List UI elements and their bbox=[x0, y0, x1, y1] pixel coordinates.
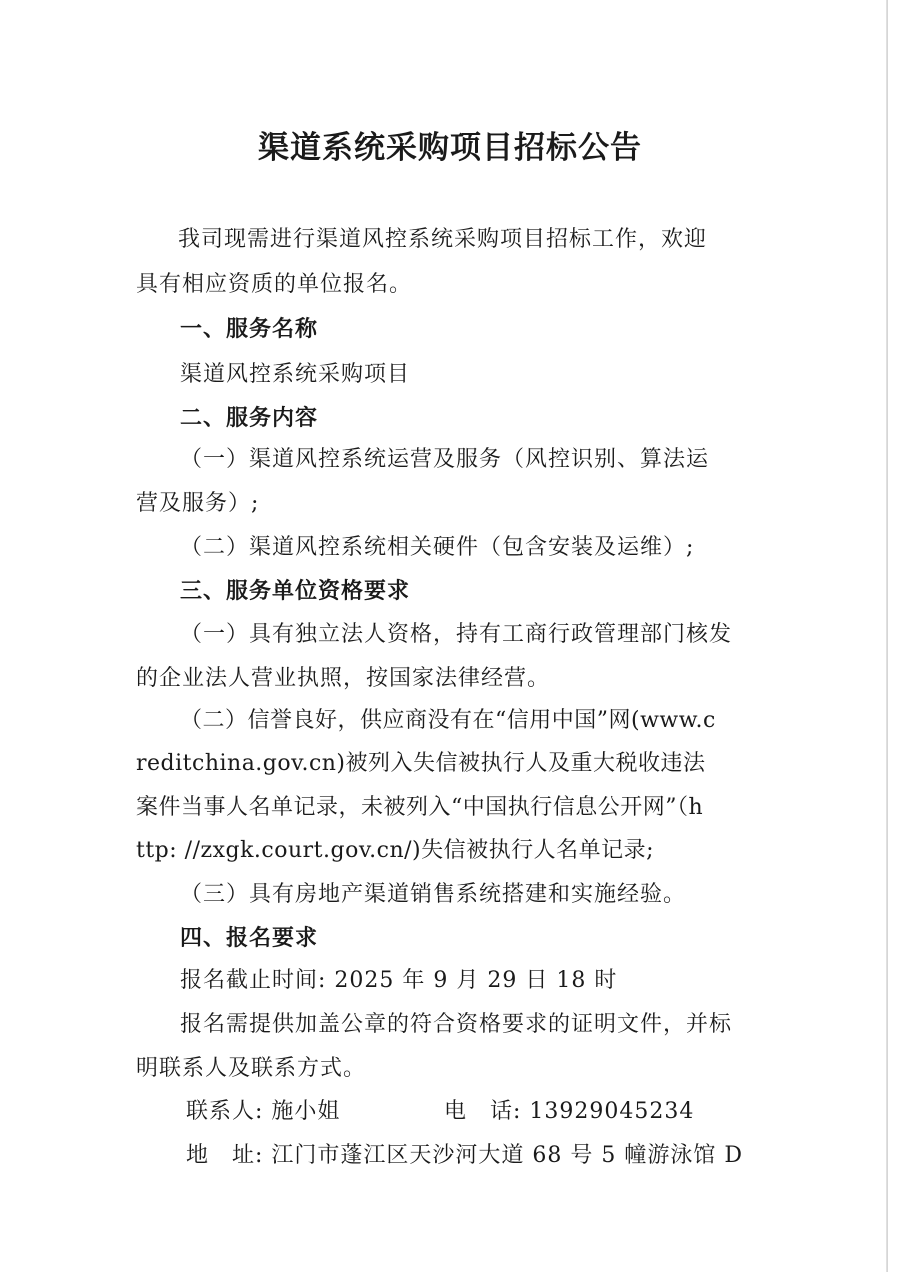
contact-address: 地 址: 江门市蓬江区天沙河大道 68 号 5 幢游泳馆 D bbox=[186, 1143, 744, 1168]
document-title: 渠道系统采购项目招标公告 bbox=[258, 130, 642, 166]
section3-item3: （三）具有房地产渠道销售系统搭建和实施经验。 bbox=[180, 882, 687, 907]
registration-requirement-line1: 报名需提供加盖公章的符合资格要求的证明文件，并标 bbox=[180, 1012, 733, 1037]
section3-item2-line4: ttp: //zxgk.court.gov.cn/)失信被执行人名单记录; bbox=[136, 838, 655, 863]
section3-heading: 三、服务单位资格要求 bbox=[180, 579, 411, 604]
registration-deadline: 报名截止时间: 2025 年 9 月 29 日 18 时 bbox=[180, 968, 618, 993]
section3-item2-line1: （二）信誉良好，供应商没有在“信用中国”网(www.c bbox=[180, 708, 716, 733]
section3-item1-line2: 的企业法人营业执照，按国家法律经营。 bbox=[136, 666, 551, 691]
section1-body: 渠道风控系统采购项目 bbox=[180, 362, 411, 387]
intro-line-1: 我司现需进行渠道风控系统采购项目招标工作，欢迎 bbox=[178, 227, 708, 252]
contact-phone: 电 话: 13929045234 bbox=[444, 1099, 695, 1124]
section2-heading: 二、服务内容 bbox=[180, 406, 319, 431]
section2-item1-line2: 营及服务）; bbox=[136, 491, 260, 516]
registration-requirement-line2: 明联系人及联系方式。 bbox=[136, 1056, 367, 1081]
section1-heading: 一、服务名称 bbox=[180, 317, 319, 342]
intro-line-2: 具有相应资质的单位报名。 bbox=[136, 272, 413, 297]
section3-item2-line2: reditchina.gov.cn)被列入失信被执行人及重大税收违法 bbox=[136, 751, 706, 776]
section3-item1-line1: （一）具有独立法人资格，持有工商行政管理部门核发 bbox=[180, 622, 733, 647]
section2-item1-line1: （一）渠道风控系统运营及服务（风控识别、算法运 bbox=[180, 447, 710, 472]
contact-person: 联系人: 施小姐 bbox=[186, 1099, 341, 1124]
page-edge bbox=[886, 0, 888, 1272]
section2-item2: （二）渠道风控系统相关硬件（包含安装及运维）; bbox=[180, 535, 695, 560]
section4-heading: 四、报名要求 bbox=[180, 926, 319, 951]
section3-item2-line3: 案件当事人名单记录，未被列入“中国执行信息公开网”（h bbox=[136, 795, 704, 820]
